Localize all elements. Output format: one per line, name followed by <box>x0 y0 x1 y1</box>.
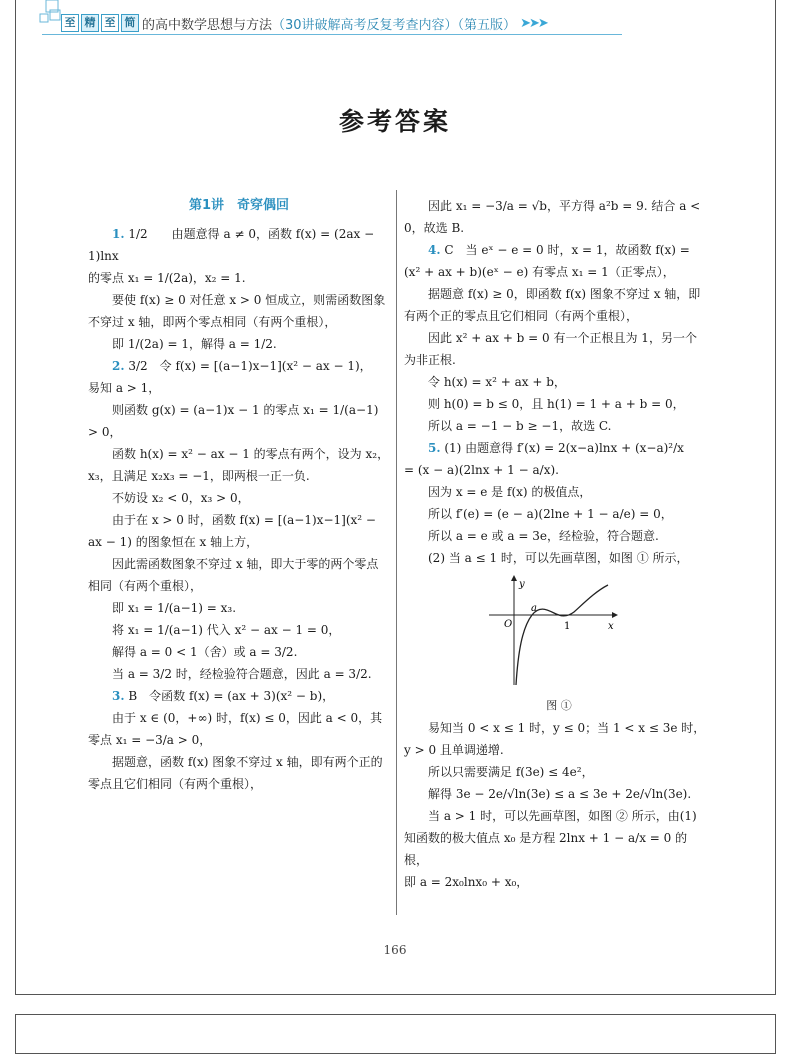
paragraph-text: 函数 h(x) = x² − ax − 1 的零点有两个，设为 x₂，x₃，且满足 x₂x₃ = −1，即两根一正一负. <box>88 447 390 483</box>
paragraph <box>88 685 390 707</box>
question-number: 4. <box>428 243 441 257</box>
paragraph-text: 据题意，函数 f(x) 图象不穿过 x 轴，即有两个正的零点且它们相同（有两个重根）， <box>88 755 383 791</box>
paragraph-text: 将 x₁ = 1/(a−1) 代入 x² − ax − 1 = 0， <box>112 623 341 637</box>
paragraph <box>88 619 390 641</box>
header-char: 简 <box>121 14 139 32</box>
question-number: 2. <box>112 359 125 373</box>
paragraph <box>88 399 390 421</box>
paragraph <box>404 547 706 569</box>
paragraph-text: 即 a = 2x₀lnx₀ + x₀， <box>404 875 529 889</box>
paragraph <box>88 289 390 333</box>
paragraph <box>404 371 706 393</box>
point-a-label: a <box>531 603 537 614</box>
paragraph-text: 则函数 g(x) = (a−1)x − 1 的零点 x₁ = 1/(a−1) <box>112 403 379 417</box>
paragraph-text: 因此需函数图象不穿过 x 轴，即大于零的两个零点相同（有两个重根）， <box>88 557 379 593</box>
paragraph-text: 由于在 x > 0 时，函数 f(x) = [(a−1)x−1](x² − ax − 1) 的图象恒在 x 轴上方， <box>88 513 376 549</box>
paragraph-text: > 0， <box>88 425 122 439</box>
paragraph <box>88 223 390 267</box>
paragraph <box>404 783 706 805</box>
paragraph <box>404 437 706 459</box>
origin-label: O <box>504 619 513 630</box>
header-char: 精 <box>81 14 99 32</box>
paragraph-text: 易知 a > 1， <box>88 381 161 395</box>
book-title: 的高中数学思想与方法 <box>142 17 273 33</box>
paragraph <box>88 597 390 619</box>
paragraph-text: C 当 eˣ − e = 0 时，x = 1，故函数 f(x) = (x² + ax + b)(eˣ − e) 有零点 x₁ = 1（正零点）， <box>404 243 690 279</box>
paragraph <box>88 421 390 443</box>
paragraph <box>404 327 706 371</box>
paragraph <box>404 415 706 437</box>
paragraph <box>88 443 390 487</box>
paragraph <box>404 283 706 327</box>
paragraph <box>88 267 390 289</box>
paragraph <box>88 377 390 399</box>
paragraph <box>88 641 390 663</box>
paragraph-text: 当 a > 1 时，可以先画草图，如图 ② 所示，由(1) 知函数的极大值点 x₀ 是方程 2lnx + 1 − a/x = 0 的根， <box>404 809 697 867</box>
paragraph-text: 所以只需要满足 f(3e) ≤ 4e²， <box>428 765 594 779</box>
point-1-label: 1 <box>564 621 571 632</box>
paragraph-text: 要使 f(x) ≥ 0 对任意 x > 0 恒成立，则需函数图象不穿过 x 轴，即两个零点相同（有两个重根）， <box>88 293 386 329</box>
paragraph-text: 解得 3e − 2e/√ln(3e) ≤ a ≤ 3e + 2e/√ln(3e). <box>428 787 692 801</box>
paragraph-text: 易知当 0 < x ≤ 1 时，y ≤ 0；当 1 < x ≤ 3e 时，y > 0 且单调递增. <box>404 721 706 757</box>
paragraph <box>88 509 390 553</box>
paragraph <box>404 717 706 761</box>
function-graph <box>484 573 634 688</box>
paragraph <box>404 761 706 783</box>
next-page-frame <box>15 1014 776 1054</box>
left-column <box>88 195 390 795</box>
figure-1 <box>484 573 634 717</box>
figure-caption: 图 ① <box>546 699 572 712</box>
section-heading: 第1讲 奇穿偶回 <box>188 198 290 213</box>
paragraph <box>88 553 390 597</box>
paragraph <box>88 707 390 751</box>
paragraph-text: = (x − a)(2lnx + 1 − a/x). <box>404 463 559 477</box>
paragraph-text: (2) 当 a ≤ 1 时，可以先画草图，如图 ① 所示， <box>428 551 689 565</box>
column-divider <box>396 190 397 915</box>
question-number: 1. <box>112 227 125 241</box>
paragraph <box>404 805 706 871</box>
paragraph-text: 因为 x = e 是 f(x) 的极值点， <box>428 485 592 499</box>
running-header <box>60 12 547 34</box>
paragraph <box>88 663 390 685</box>
paragraph <box>404 195 706 239</box>
paragraph <box>404 481 706 503</box>
arrows-icon: ➤➤➤ <box>520 15 547 31</box>
paragraph <box>88 333 390 355</box>
paragraph <box>404 239 706 283</box>
y-axis-label: y <box>519 579 525 590</box>
paragraph-text: (1) 由题意得 f′(x) = 2(x−a)lnx + (x−a)²/x <box>444 441 684 455</box>
paragraph-text: 3/2 令 f(x) = [(a−1)x−1](x² − ax − 1)， <box>128 359 372 373</box>
page-title: 参考答案 <box>338 107 451 136</box>
paragraph <box>88 487 390 509</box>
paragraph-text: B 令函数 f(x) = (ax + 3)(x² − b)， <box>128 689 335 703</box>
paragraph-text: 所以 a = −1 − b ≥ −1，故选 C. <box>428 419 612 433</box>
paragraph-text: 的零点 x₁ = 1/(2a)，x₂ = 1. <box>88 271 246 285</box>
header-char: 至 <box>101 14 119 32</box>
paragraph-text: 即 x₁ = 1/(a−1) = x₃. <box>112 601 237 615</box>
paragraph-text: 解得 a = 0 < 1（舍）或 a = 3/2. <box>112 645 298 659</box>
paragraph-text: 所以 f′(e) = (e − a)(2lne + 1 − a/e) = 0， <box>428 507 673 521</box>
paragraph-text: 即 1/(2a) = 1，解得 a = 1/2. <box>112 337 277 351</box>
paragraph-text: 据题意 f(x) ≥ 0，即函数 f(x) 图象不穿过 x 轴，即有两个正的零点且它们相同（有两个重根）， <box>404 287 701 323</box>
paragraph <box>88 355 390 377</box>
paragraph <box>404 525 706 547</box>
paragraph <box>88 751 390 795</box>
x-axis-label: x <box>608 621 614 632</box>
paragraph <box>404 393 706 415</box>
paragraph-text: 由于 x ∈ (0，+∞) 时，f(x) ≤ 0，因此 a < 0，其零点 x₁ = −3/a > 0， <box>88 711 383 747</box>
paragraph-text: 1/2 由题意得 a ≠ 0，函数 f(x) = (2ax − 1)lnx <box>88 227 375 263</box>
left-body <box>88 223 390 795</box>
paragraph-text: 所以 a = e 或 a = 3e，经检验，符合题意. <box>428 529 659 543</box>
paragraph-text: 当 a = 3/2 时，经检验符合题意，因此 a = 3/2. <box>112 667 372 681</box>
paragraph-text: 因此 x² + ax + b = 0 有一个正根且为 1，另一个为非正根. <box>404 331 697 367</box>
header-char: 至 <box>61 14 79 32</box>
paragraph-text: 令 h(x) = x² + ax + b， <box>428 375 566 389</box>
question-number: 3. <box>112 689 125 703</box>
page-number: 166 <box>383 943 407 957</box>
paragraph-text: 不妨设 x₂ < 0，x₃ > 0， <box>112 491 250 505</box>
paragraph-text: 因此 x₁ = −3/a = √b，平方得 a²b = 9. 结合 a < 0，故选 B. <box>404 199 701 235</box>
paragraph <box>404 871 706 893</box>
right-body-bottom <box>404 717 706 893</box>
right-body-top <box>404 195 706 569</box>
paragraph <box>404 503 706 525</box>
paragraph-text: 则 h(0) = b ≤ 0，且 h(1) = 1 + a + b = 0， <box>428 397 685 411</box>
paragraph <box>404 459 706 481</box>
right-column <box>404 195 706 893</box>
header-rule <box>42 34 622 35</box>
book-subtitle: （30讲破解高考反复考查内容）（第五版） <box>272 17 517 33</box>
question-number: 5. <box>428 441 441 455</box>
